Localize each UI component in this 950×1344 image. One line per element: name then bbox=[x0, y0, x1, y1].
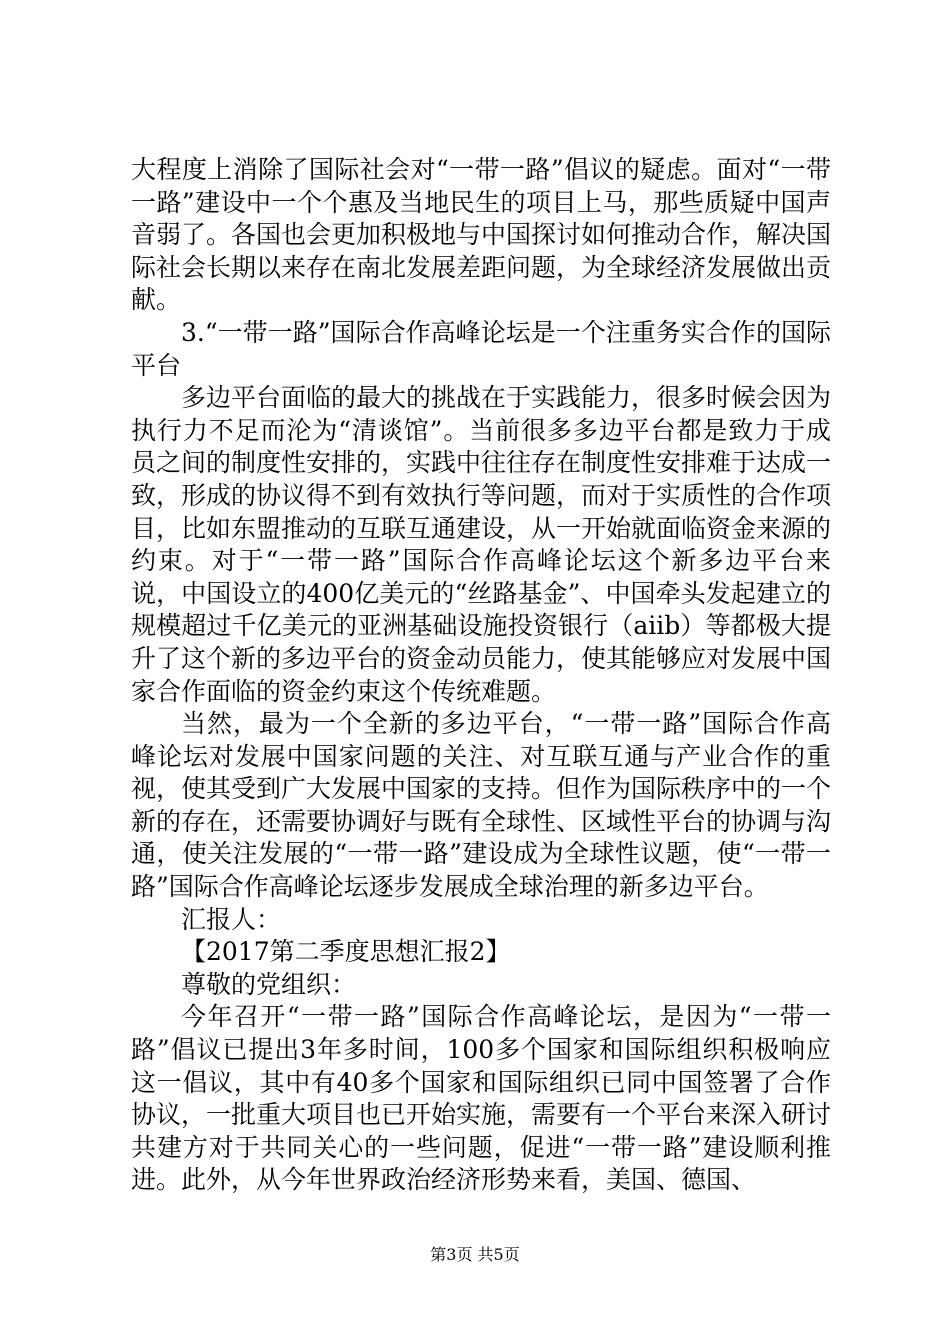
paragraph: 今年召开“一带一路”国际合作高峰论坛，是因为“一带一路”倡议已提出3年多时间，100多个国家和国际组织积极响应这一倡议，其中有40多个国家和国际组织已同中国签署了合作协议，一批重大项目也已开始实施，需要有一个平台来深入研讨共建方对于共同关心的一些问题，促进“一带一路”建设顺利推进。此外，从今年世界政治经济形势来看，美国、德国、 bbox=[131, 1002, 832, 1195]
salutation: 尊敬的党组织： bbox=[181, 969, 357, 999]
section-heading: 3.“一带一路”国际合作高峰论坛是一个注重务实合作的国际平台 bbox=[131, 317, 831, 380]
paragraph: 当然，最为一个全新的多边平台，“一带一路”国际合作高峰论坛对发展中国家问题的关注、对互联互通与产业合作的重视，使其受到广大发展中国家的支持。但作为国际秩序中的一个新的存在，还需要协调好与既有全球性、区域性平台的协调与沟通，使关注发展的“一带一路”建设成为全球性议题，使“一带一路”国际合作高峰论坛逐步发展成全球治理的新多边平台。 bbox=[131, 709, 832, 902]
reporter-line: 汇报人： bbox=[181, 904, 282, 934]
page-number-footer: 第3页 共5页 bbox=[430, 1245, 520, 1264]
paragraph: 多边平台面临的最大的挑战在于实践能力，很多时候会因为执行力不足而沦为“清谈馆”。当前很多多边平台都是致力于成员之间的制度性安排的，实践中往往存在制度性安排难于达成一致，形成的协议得不到有效执行等问题，而对于实质性的合作项目，比如东盟推动的互联互通建设，从一开始就面临资金来源的约束。对于“一带一路”国际合作高峰论坛这个新多边平台来说，中国设立的400亿美元的“丝路基金”、中国牵头发起建立的规模超过千亿美元的亚洲基础设施投资银行（aiib）等都极大提升了这个新的多边平台的资金动员能力，使其能够应对发展中国家合作面临的资金约束这个传统难题。 bbox=[131, 383, 832, 706]
report-title: 【2017第二季度思想汇报2】 bbox=[181, 937, 511, 967]
paragraph-continuation: 大程度上消除了国际社会对“一带一路”倡议的疑虑。面对“一带一路”建设中一个个惠及当地民生的项目上马，那些质疑中国声音弱了。各国也会更加积极地与中国探讨如何推动合作，解决国际社会长期以来存在南北发展差距问题，为全球经济发展做出贡献。 bbox=[131, 155, 832, 315]
document-body bbox=[131, 154, 831, 1197]
